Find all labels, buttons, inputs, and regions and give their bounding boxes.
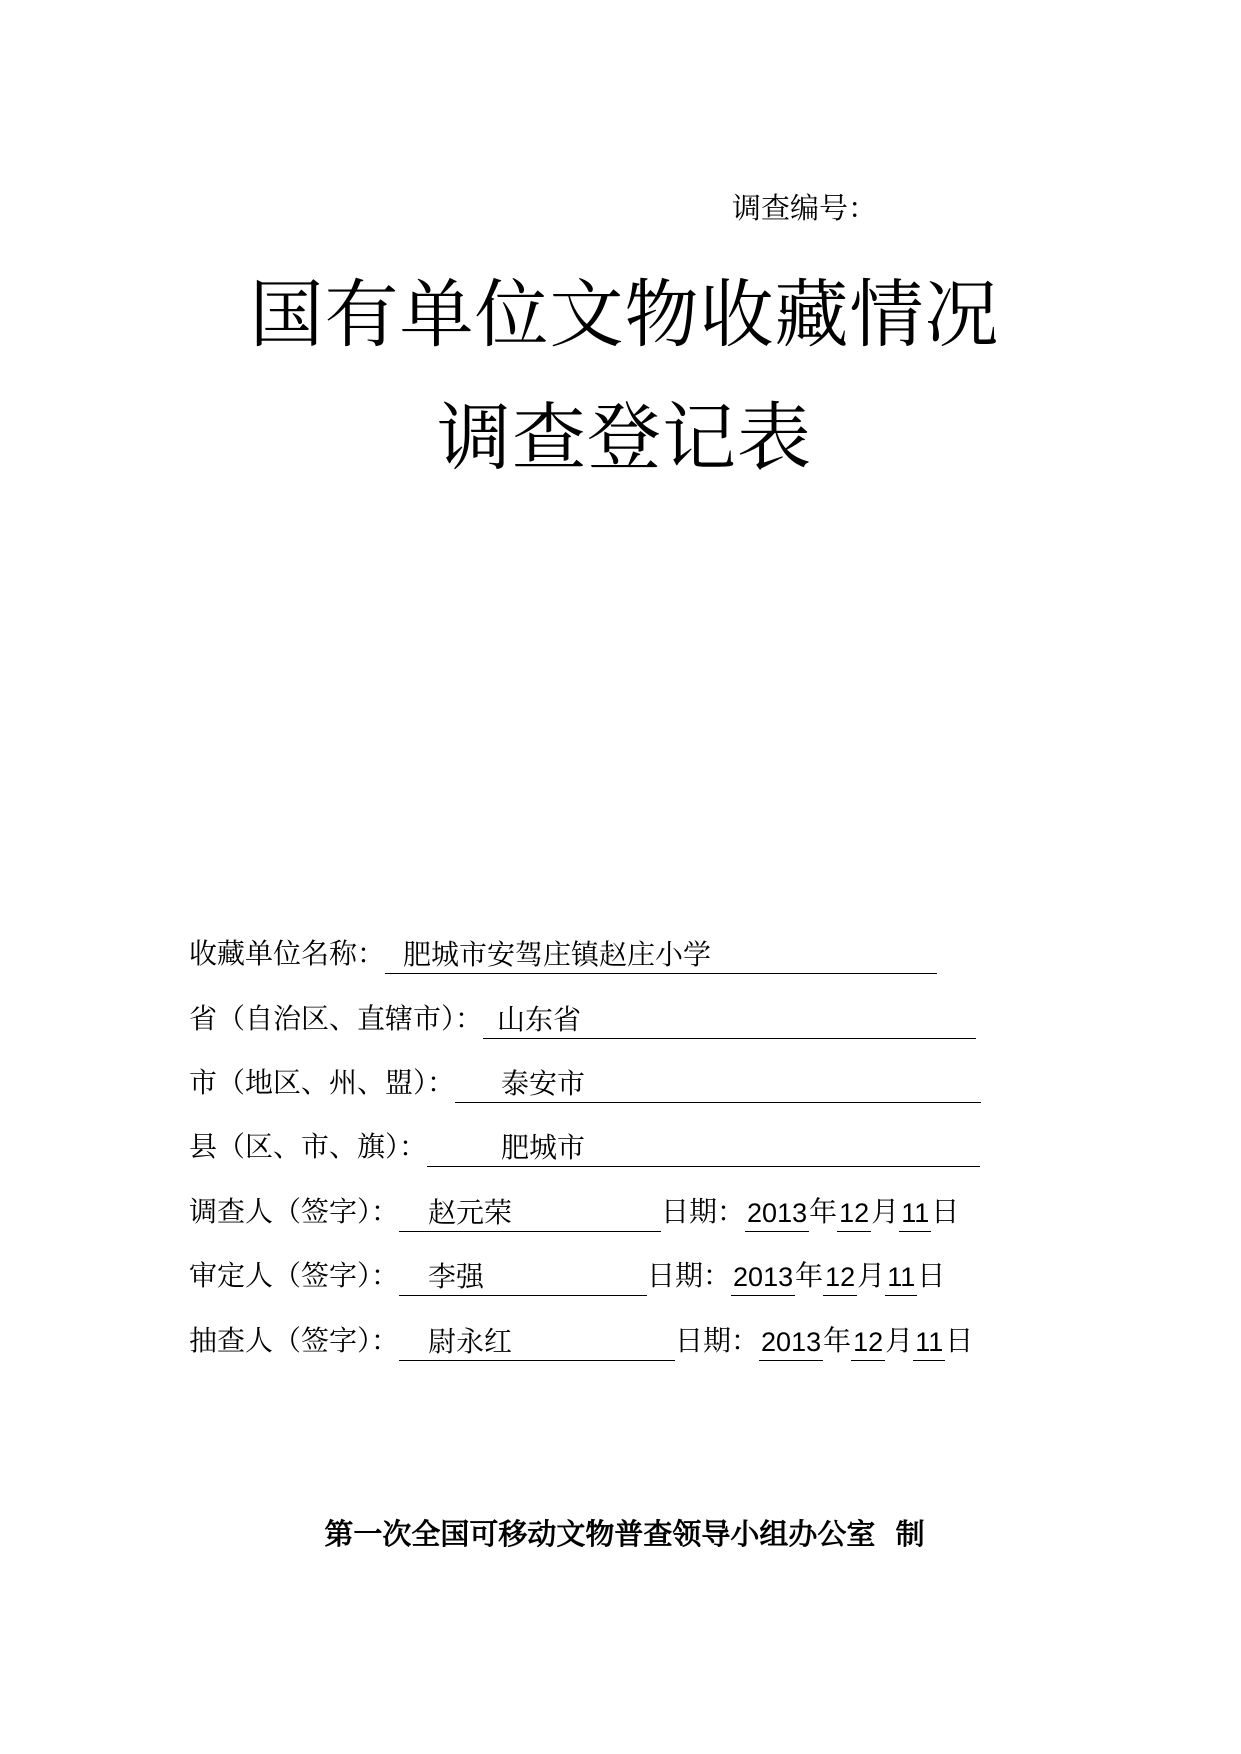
document-title-line-1: 国有单位文物收藏情况 bbox=[249, 272, 1000, 358]
inspector-month-field[interactable]: 12 bbox=[851, 1323, 885, 1361]
inspector-year-field[interactable]: 2013 bbox=[759, 1323, 823, 1361]
city-label: 市（地区、州、盟）： bbox=[189, 1066, 456, 1099]
investigator-year-field[interactable]: 2013 bbox=[745, 1194, 809, 1232]
investigator-month-field[interactable]: 12 bbox=[837, 1194, 871, 1232]
reviewer-month-unit: 月 bbox=[857, 1259, 886, 1292]
inspector-signature-field[interactable] bbox=[399, 1323, 675, 1361]
collection-unit-value: 肥城市安驾庄镇赵庄小学 bbox=[403, 938, 712, 971]
investigator-date-label: 日期： bbox=[661, 1195, 746, 1228]
province-label: 省（自治区、直辖市）： bbox=[189, 1002, 484, 1035]
reviewer-year-field[interactable]: 2013 bbox=[731, 1258, 795, 1296]
county-label: 县（区、市、旗）： bbox=[189, 1130, 428, 1163]
investigator-label: 调查人（签字）： bbox=[189, 1195, 400, 1228]
issuer-footer: 第一次全国可移动文物普查领导小组办公室 制 bbox=[324, 1517, 925, 1551]
inspector-day-unit: 日 bbox=[945, 1324, 974, 1357]
collection-unit-field[interactable] bbox=[385, 936, 937, 974]
reviewer-year-unit: 年 bbox=[795, 1259, 824, 1292]
county-row bbox=[189, 1123, 980, 1167]
province-field[interactable] bbox=[483, 1001, 976, 1039]
collection-unit-label: 收藏单位名称： bbox=[189, 937, 386, 970]
reviewer-date-label: 日期： bbox=[647, 1259, 732, 1292]
province-row bbox=[189, 995, 976, 1039]
county-field[interactable] bbox=[427, 1129, 980, 1167]
county-value: 肥城市 bbox=[501, 1131, 586, 1164]
investigator-month-unit: 月 bbox=[871, 1195, 900, 1228]
reviewer-day-field[interactable]: 11 bbox=[885, 1258, 917, 1296]
province-value: 山东省 bbox=[497, 1003, 582, 1036]
inspector-day-field[interactable]: 11 bbox=[913, 1323, 945, 1361]
investigator-day-field[interactable]: 11 bbox=[899, 1194, 931, 1232]
reviewer-row bbox=[189, 1252, 945, 1296]
inspector-year-unit: 年 bbox=[823, 1324, 852, 1357]
reviewer-label: 审定人（签字）： bbox=[189, 1259, 400, 1292]
document-title-line-2: 调查登记表 bbox=[437, 395, 812, 481]
collection-unit-row bbox=[189, 930, 937, 974]
inspector-name: 尉永红 bbox=[428, 1325, 513, 1358]
inspector-date-label: 日期： bbox=[675, 1324, 760, 1357]
investigator-name: 赵元荣 bbox=[428, 1196, 513, 1229]
city-value: 泰安市 bbox=[501, 1067, 586, 1100]
city-row bbox=[189, 1059, 981, 1103]
reviewer-month-field[interactable]: 12 bbox=[823, 1258, 857, 1296]
reviewer-name: 李强 bbox=[428, 1260, 485, 1293]
reviewer-day-unit: 日 bbox=[917, 1259, 946, 1292]
survey-number-label: 调查编号： bbox=[732, 191, 878, 225]
inspector-month-unit: 月 bbox=[885, 1324, 914, 1357]
inspector-label: 抽查人（签字）： bbox=[189, 1324, 400, 1357]
reviewer-signature-field[interactable] bbox=[399, 1258, 647, 1296]
investigator-year-unit: 年 bbox=[809, 1195, 838, 1228]
city-field[interactable] bbox=[455, 1065, 981, 1103]
inspector-row bbox=[189, 1317, 973, 1361]
investigator-row bbox=[189, 1188, 959, 1232]
investigator-signature-field[interactable] bbox=[399, 1194, 661, 1232]
investigator-day-unit: 日 bbox=[931, 1195, 960, 1228]
